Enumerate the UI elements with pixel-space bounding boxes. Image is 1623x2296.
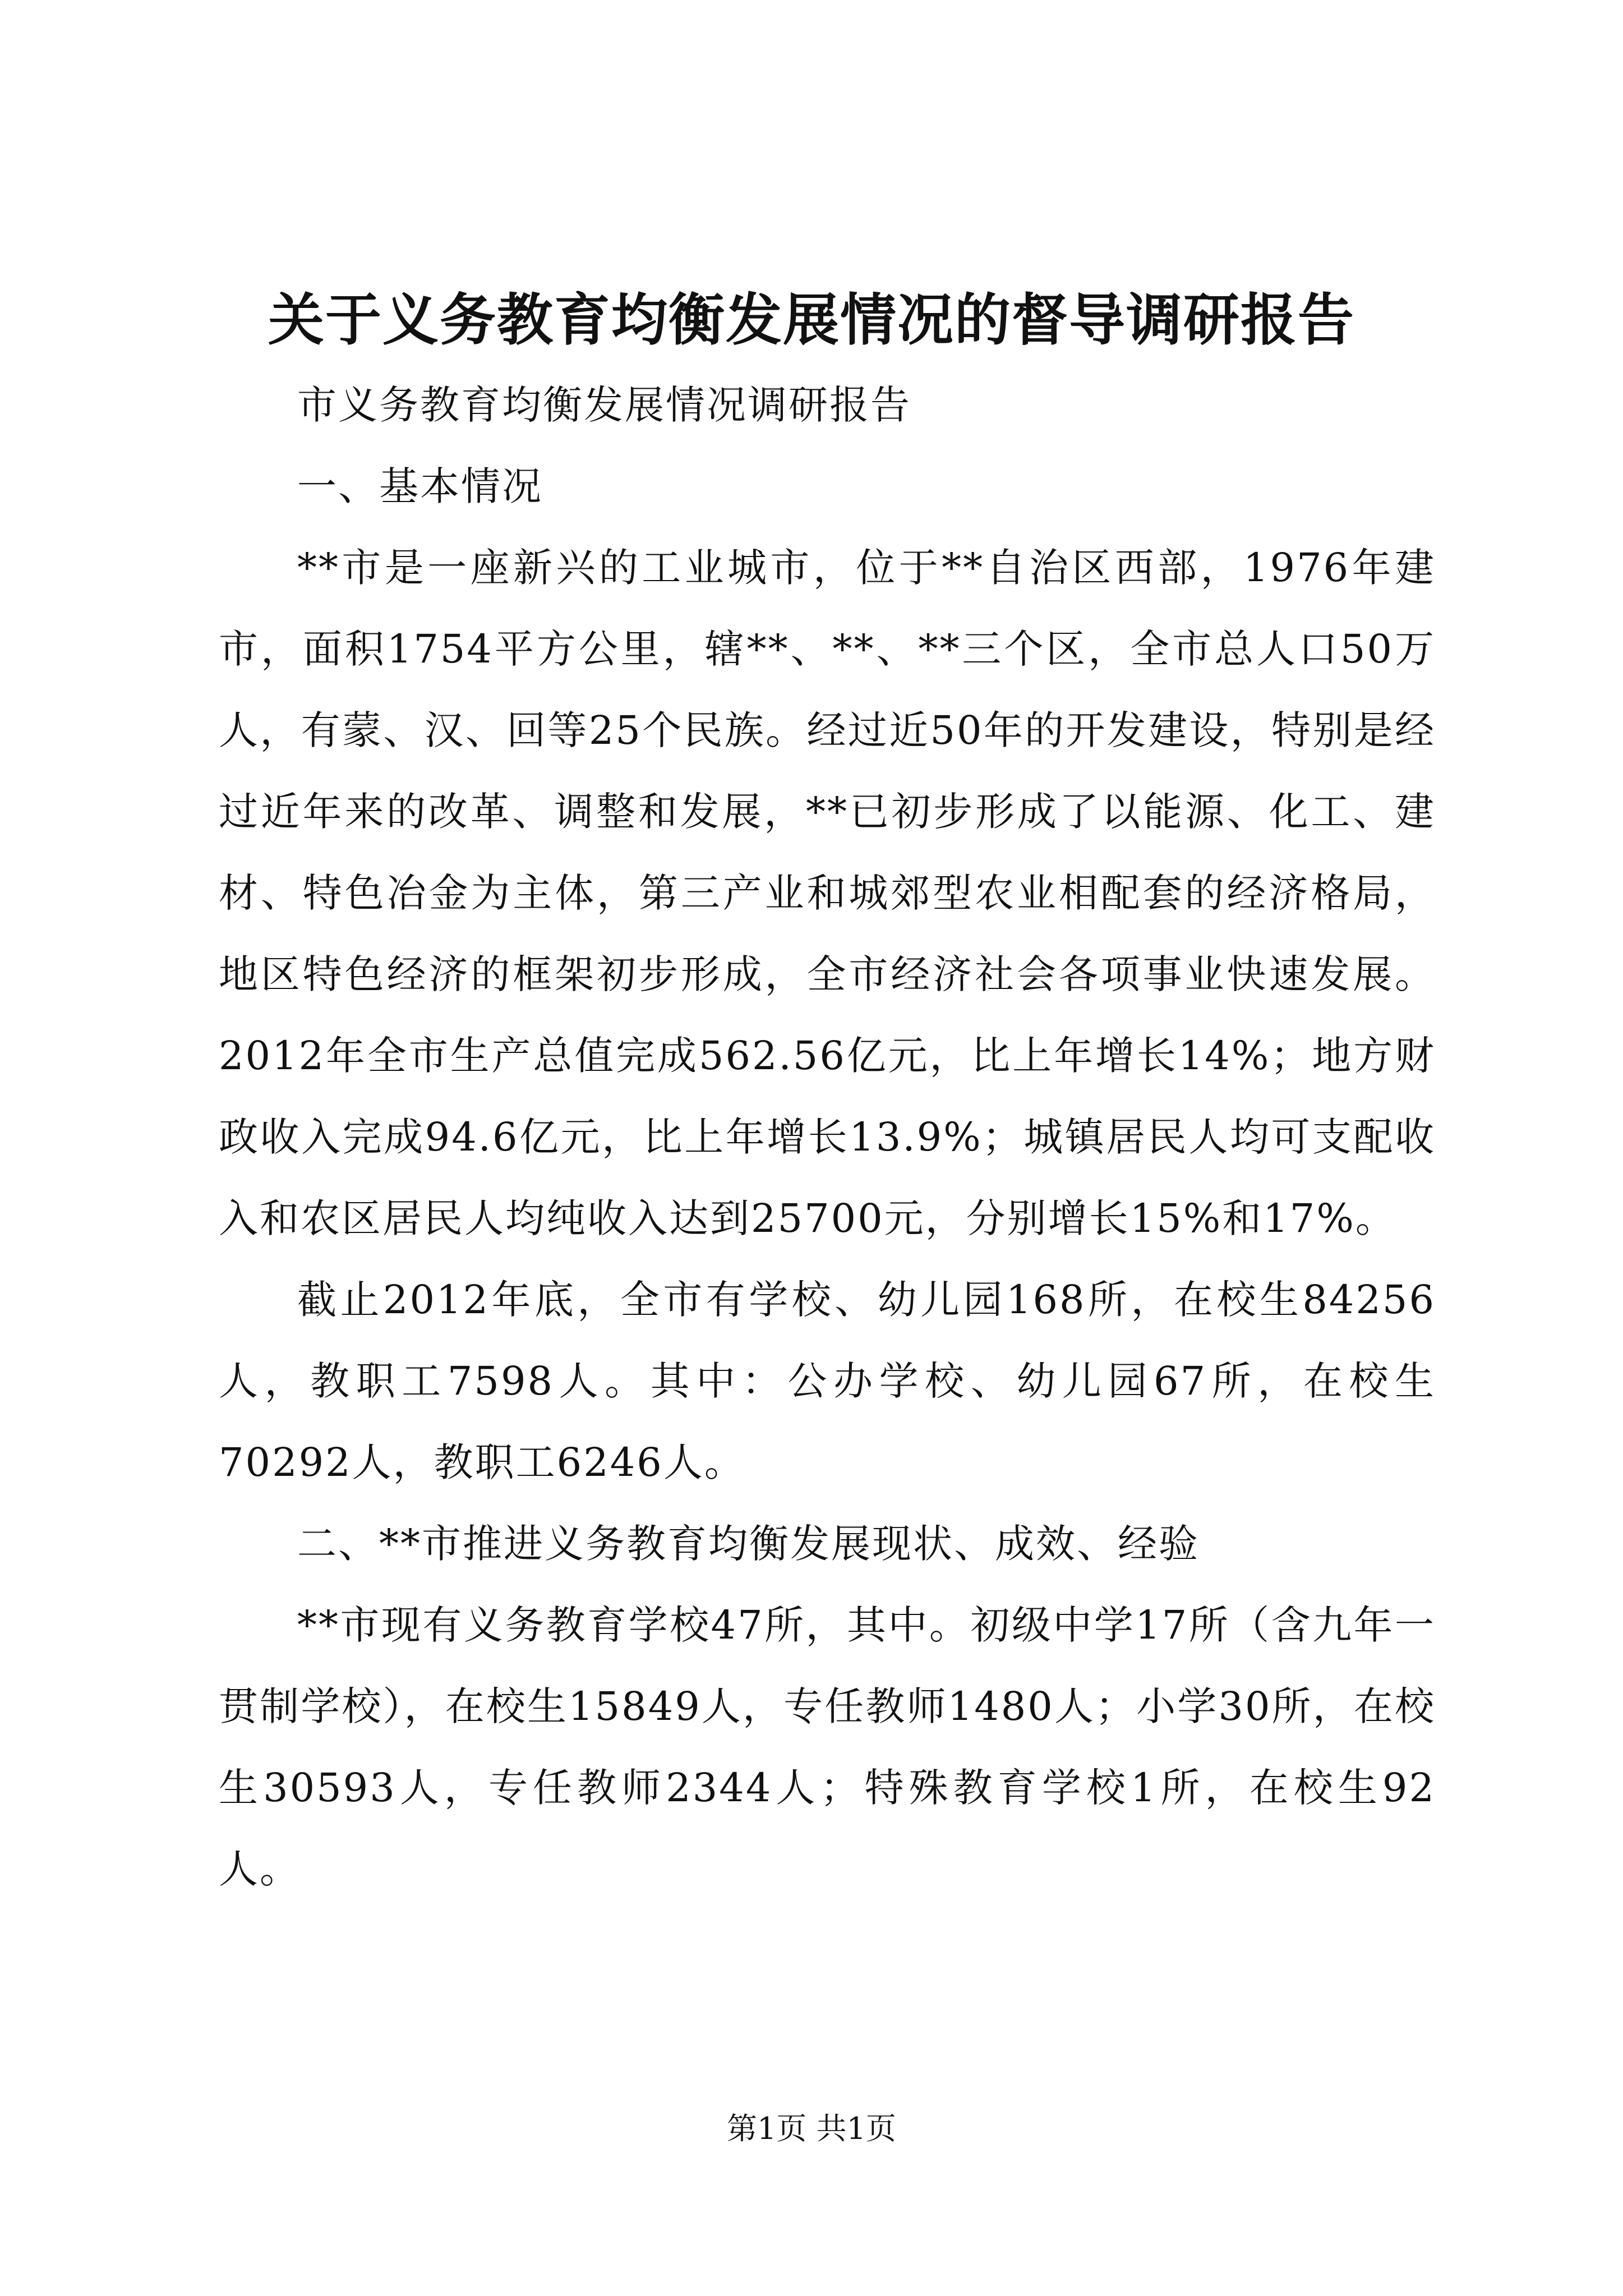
document-body — [219, 365, 1436, 1910]
page-footer: 第1页 共1页 — [727, 2111, 896, 2146]
body-paragraph: 截止2012年底，全市有学校、幼儿园168所，在校生84256人，教职工7598人。其中：公办学校、幼儿园67所，在校生70292人，教职工6246人。 — [219, 1277, 1436, 1485]
section-heading-basic: 一、基本情况 — [297, 463, 543, 509]
body-paragraph: **市是一座新兴的工业城市，位于**自治区西部，1976年建市，面积1754平方公里，辖**、**、**三个区，全市总人口50万人，有蒙、汉、回等25个民族。经过近50年的开发建设，特别是经过近年来的改革、调整和发展，**已初步形成了以能源、化工、建材、特色冶金为主体，第三产业和城郊型农业相配套的经济格局，地区特色经济的框架初步形成，全市经济社会各项事业快速发展。2012年全市生产总值完成562.56亿元，比上年增长14%；地方财政收入完成94.6亿元，比上年增长13.9%；城镇居民人均可支配收入和农区居民人均纯收入达到25700元，分别增长15%和17%。 — [219, 545, 1436, 1241]
body-paragraph: **市现有义务教育学校47所，其中。初级中学17所（含九年一贯制学校），在校生15849人，专任教师1480人；小学30所，在校生30593人，专任教师2344人；特殊教育学校1所，在校生92人。 — [219, 1602, 1436, 1892]
subtitle-paragraph: 市义务教育均衡发展情况调研报告 — [297, 382, 911, 428]
document-title: 关于义务教育均衡发展情况的督导调研报告 — [268, 287, 1355, 353]
section-heading-progress: 二、**市推进义务教育均衡发展现状、成效、经验 — [297, 1521, 1200, 1567]
